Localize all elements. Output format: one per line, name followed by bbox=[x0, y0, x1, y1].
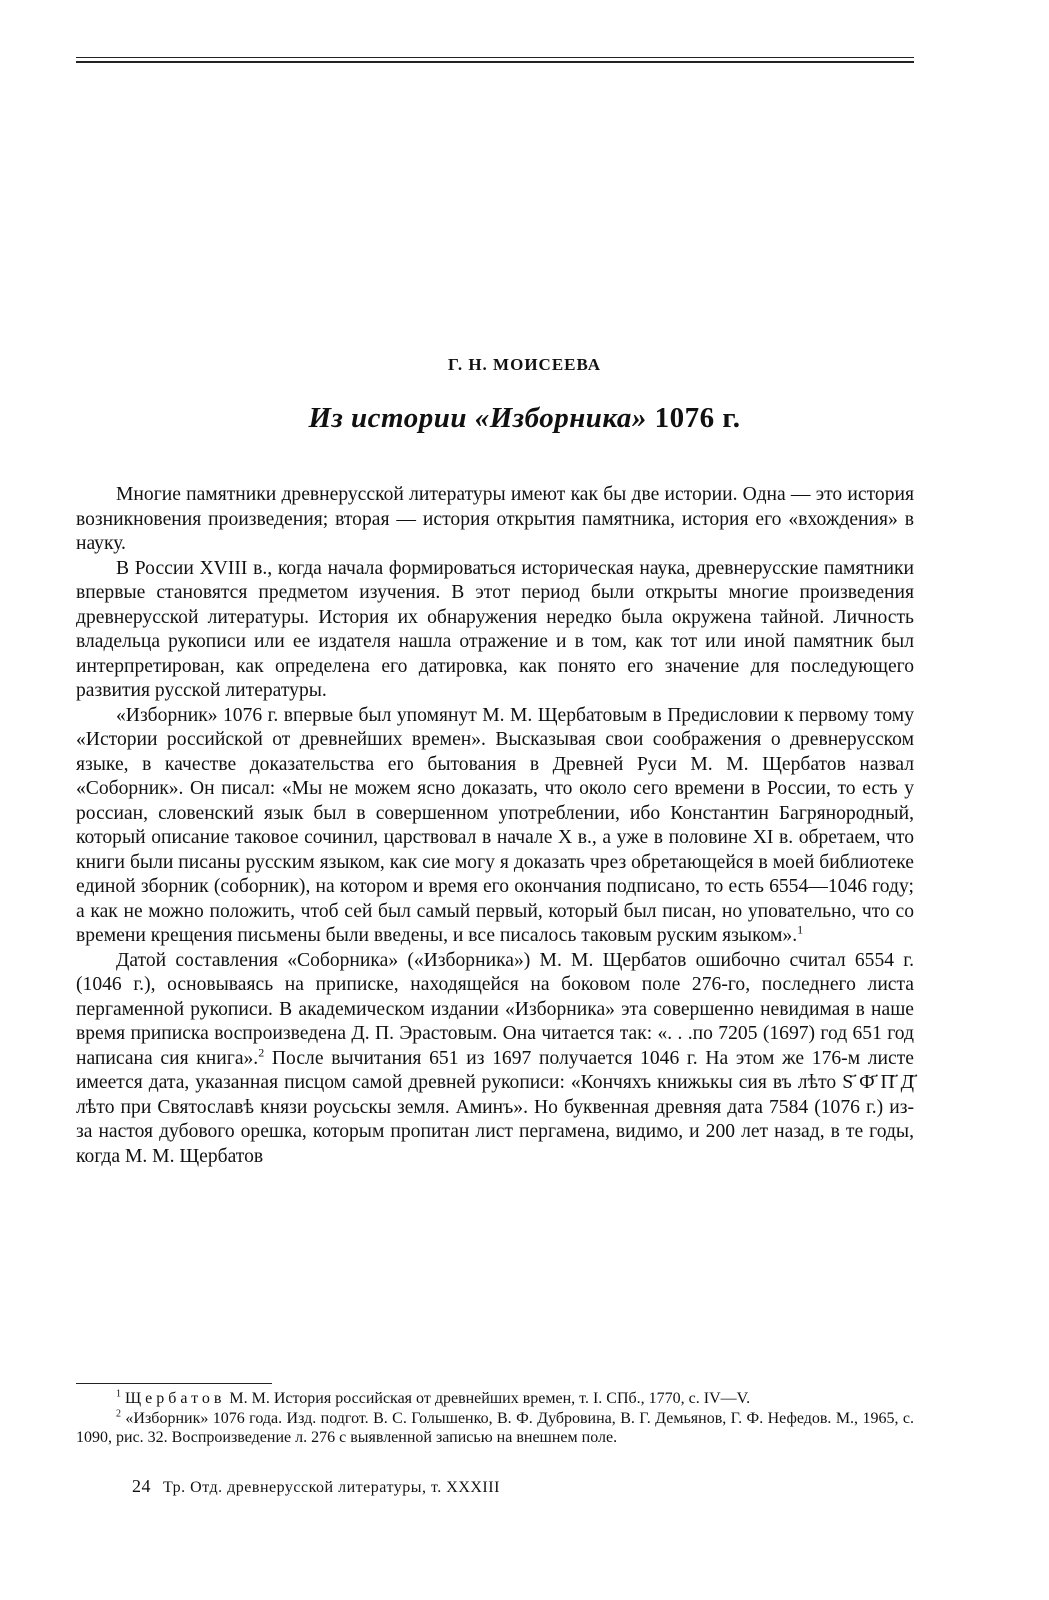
article-title-year: 1076 г. bbox=[646, 402, 741, 434]
footnote-number: 1 bbox=[116, 1388, 121, 1400]
footnote-ref: 1 bbox=[797, 922, 804, 937]
page-footer bbox=[132, 1476, 500, 1497]
running-title: Тр. Отд. древнерусской литературы, т. XXXIII bbox=[163, 1479, 500, 1496]
article-title-italic: Из истории «Изборника» bbox=[308, 402, 647, 434]
page-number: 24 bbox=[132, 1476, 151, 1496]
paragraph-text: «Изборник» 1076 г. впервые был упомянут М. М. Щербатовым в Предисловии к первому тому «Истории российской от древнейших времен». Высказывая свои соображения о древнерусском языке, в качестве доказательства его бытования в Древней Руси М. М. Щербатов назвал «Соборник». Он писал: «Мы не можем ясно доказать, что около сего времени в России, то есть у россиан, словенский язык был в совершенном употреблении, ибо Константин Багрянородный, который описание таковое сочинил, царствовал в начале X в., а уже в половине XI в. обретаем, что книги были писаны русским языком, как сие могу я доказать чрез обретающейся в моей библиотеке единой зборник (соборник), на котором и время его окончания подписано, то есть 6554—1046 году; а как не можно положить, чтоб сей был самый первый, который был писан, но уповательно, что со времени крещения письмены были введены, и все писалось таковым руским языком». bbox=[76, 704, 914, 946]
footnote-1 bbox=[76, 1389, 914, 1409]
footnote-ref: 2 bbox=[258, 1044, 265, 1059]
footnote-number: 2 bbox=[116, 1408, 121, 1420]
paragraph bbox=[76, 949, 914, 1170]
paragraph: Многие памятники древнерусской литературы имеют как бы две истории. Одна — это история возникновения произведения; вторая — история открытия памятника, история его «вхождения» в науку. bbox=[76, 484, 914, 554]
paragraph-text: Датой составления «Соборника» («Изборника») М. М. Щербатов ошибочно считал 6554 г. (1046 г.), основываясь на приписке, находящейся на боковом поле 276-го, последнего листа пергаменной рукописи. В академическом издании «Изборника» эта совершенно невидимая в наше время приписка воспроизведена Д. П. Эрастовым. Она читается так: «. . .по 7205 (1697) год 651 год написана сия книга». bbox=[76, 949, 914, 1069]
footnote-text: «Изборник» 1076 года. Изд. подгот. В. С. Голышенко, В. Ф. Дубровина, В. Г. Демьянов, Г. Ф. Нефедов. М., 1965, с. 1090, рис. 32. Воспроизведение л. 276 с выявленной записью на внешнем поле. bbox=[76, 1409, 915, 1446]
header-rule-thick bbox=[76, 61, 914, 63]
article-title bbox=[0, 402, 1049, 435]
paragraph-text-continued: После вычитания 651 из 1697 получается 1046 г. На этом же 176-м листе имеется дата, указанная писцом самой древней рукописи: «Кончяхъ книжькы сия въ лѣто S҃ Ф҃ П҃ Д҃ лѣто при Святославѣ князи роусьскы земля. Аминъ». Но буквенная древняя дата 7584 (1076 г.) из-за настоя дубового орешка, которым пропитан лист пергамена, видимо, и 200 лет назад, в те годы, когда М. М. Щербатов bbox=[76, 1047, 915, 1167]
footnote-text: М. М. История российская от древнейших времен, т. I. СПб., 1770, с. IV—V. bbox=[225, 1390, 751, 1407]
article-body bbox=[76, 483, 914, 1169]
paragraph: В России XVIII в., когда начала формироваться историческая наука, древнерусские памятники впервые становятся предметом изучения. В этот период были открыты многие произведения древнерусской литературы. История их обнаружения нередко была окружена тайной. Личность владельца рукописи или ее издателя нашла отражение и в том, как тот или иной памятник был интерпретирован, как определена его датировка, как понято его значение для последующего развития русской литературы. bbox=[76, 557, 914, 701]
paragraph bbox=[76, 704, 914, 949]
footnote-2 bbox=[76, 1409, 914, 1448]
article-author: Г. Н. МОИСЕЕВА bbox=[447, 355, 602, 374]
footnotes bbox=[76, 1389, 914, 1448]
footnote-rule bbox=[76, 1383, 272, 1384]
footnote-author: Щербатов bbox=[125, 1390, 226, 1407]
header-rule bbox=[76, 57, 914, 58]
